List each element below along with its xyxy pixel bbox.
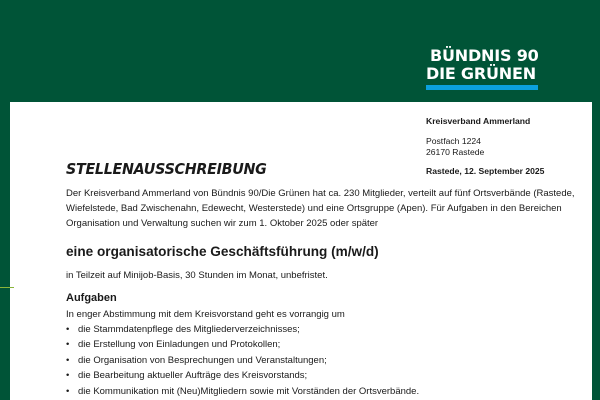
sender-org: Kreisverband Ammerland [426, 116, 531, 126]
list-item: • die Stammdatenpflege des Mitgliederverzeichnisses; [66, 322, 419, 337]
logo-text-line2: DIE GRÜNEN [426, 64, 536, 83]
list-item: • die Organisation von Besprechungen und Veranstaltungen; [66, 353, 419, 368]
sender-block [426, 116, 596, 177]
sender-address [426, 136, 596, 158]
tasks-heading: Aufgaben [66, 292, 117, 304]
sender-date: Rastede, 12. September 2025 [426, 166, 545, 176]
sender-address-line1: Postfach 1224 [426, 136, 481, 146]
left-border [0, 102, 10, 400]
tasks-intro: In enger Abstimmung mit dem Kreisvorstand geht es vorrangig um [66, 309, 345, 320]
logo-underline-bar [426, 85, 538, 90]
tasks-list [66, 322, 419, 399]
position-heading: eine organisatorische Geschäftsführung (m/w/d) [66, 244, 379, 259]
intro-paragraph: Der Kreisverband Ammerland von Bündnis 90/Die Grünen hat ca. 230 Mitglieder, verteilt auf fünf Ortsverbände (Rastede, Wiefelstede, Bad Zwischenahn, Edewecht, Westerstede) und eine Ortsgruppe (Apen). Für Aufgaben in den Bereichen Organisation und Verwaltung suchen wir zum 1. Oktober 2025 oder später [66, 188, 575, 229]
sender-address-line2: 26170 Rastede [426, 147, 485, 157]
party-logo [420, 6, 590, 92]
list-item: • die Kommunikation mit (Neu)Mitgliedern sowie mit Vorständen der Ortsverbände. [66, 384, 419, 399]
list-item: • die Erstellung von Einladungen und Protokollen; [66, 337, 419, 352]
employment-terms: in Teilzeit auf Minijob-Basis, 30 Stunden im Monat, unbefristet. [66, 270, 328, 281]
list-item: • die Bearbeitung aktueller Aufträge des Kreisvorstands; [66, 368, 419, 383]
fold-mark [0, 287, 14, 288]
logo-text-line1: BÜNDNIS 90 [430, 46, 539, 65]
document-title: STELLENAUSSCHREIBUNG [66, 160, 267, 178]
